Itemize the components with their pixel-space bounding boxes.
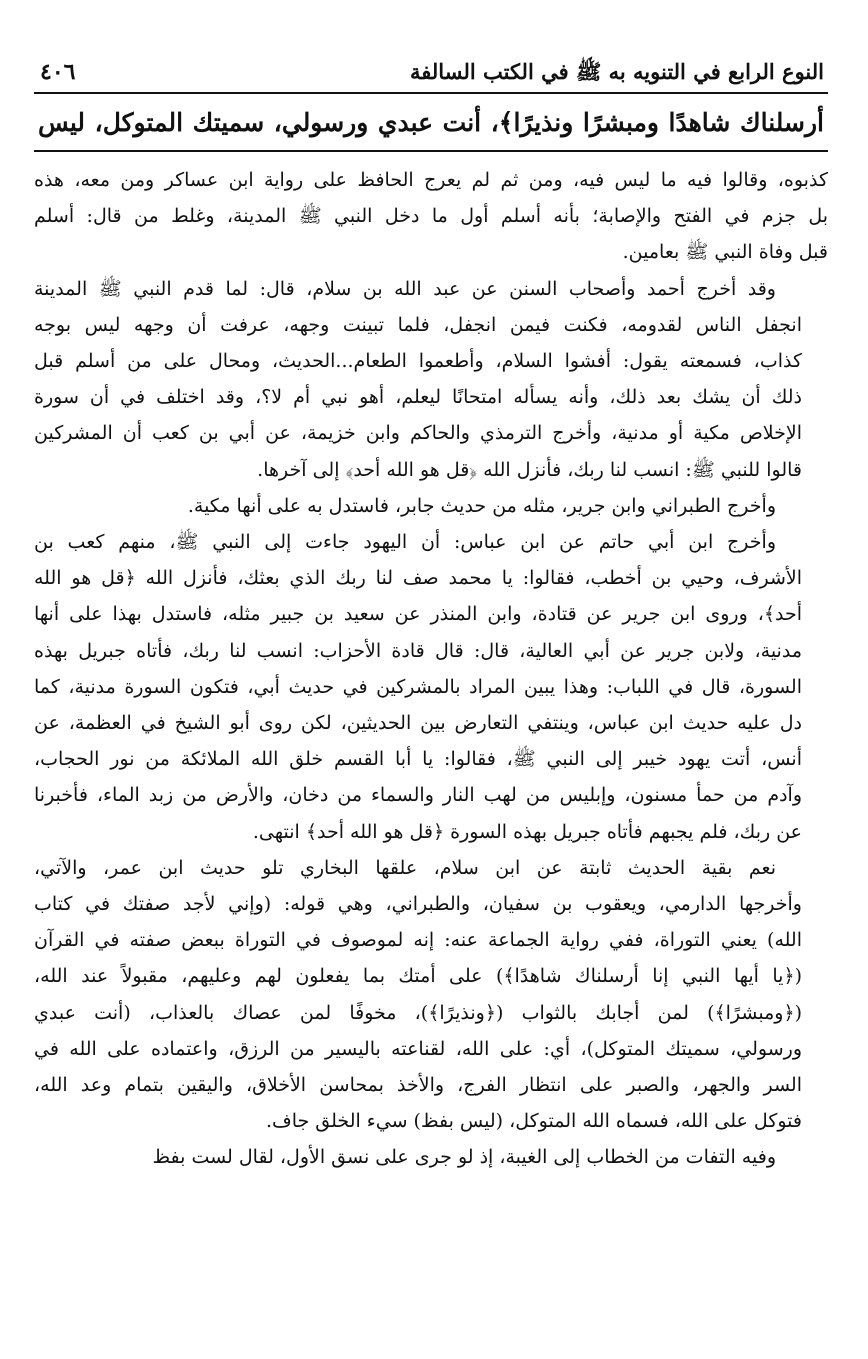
paragraph (34, 488, 828, 524)
text-line: (﴿يا أيها النبي إنا أرسلناك شاهدًا﴾) على أمتك بما يفعلون لهم وعليهم، مقبولاً عند الله، (34, 965, 802, 988)
text-line: وأخرج ابن أبي حاتم عن ابن عباس: أن اليهود جاءت إلى النبي ﷺ، منهم كعب بن (34, 531, 776, 554)
text-line: وآدم من حمأ مسنون، وإبليس من لهب النار والسماء من دخان، والأرض من زبد الماء، فأخبرنا (34, 784, 802, 807)
paragraph (34, 271, 828, 488)
page-number: ٤٠٦ (40, 59, 76, 85)
running-title: النوع الرابع في التنويه به ﷺ في الكتب السالفة (410, 59, 824, 84)
text-line: عن ربك، فلم يجبهم فأتاه جبريل بهذه السورة ﴿قل هو الله أحد﴾ انتهى. (252, 820, 802, 843)
text-line: انجفل الناس لقدومه، فكنت فيمن انجفل، فلما تبينت وجهه، عرفت أن وجهه ليس بوجه (34, 313, 802, 336)
text-line: الأشرف، وحيي بن أخطب، فقالوا: يا محمد صف لنا ربك الذي بعثك، فأنزل الله ﴿قل هو الله (34, 567, 802, 590)
text-line: فتوكل على الله، فسماه الله المتوكل، (ليس بفظ) سيء الخلق جاف. (265, 1110, 802, 1133)
text-line: كذبوه، وقالوا فيه ما ليس فيه، ومن ثم لم يعرج الحافظ على رواية ابن عساكر ومن معه، هذه (34, 169, 828, 191)
text-line: وقد أخرج أحمد وأصحاب السنن عن عبد الله بن سلام، قال: لما قدم النبي ﷺ المدينة (34, 277, 776, 300)
paragraph (34, 162, 828, 271)
quoted-text-line (34, 94, 828, 150)
text-line: الله) يعني التوراة، ففي رواية الجماعة عنه: إنه لموصوف في التوراة ببعض صفته في القرآن (34, 929, 802, 952)
text-line: مدنية، ولابن جرير عن أبي العالية، قال: قال قادة الأحزاب: انسب لنا ربك، فأتاه جبريل بهذه (34, 639, 802, 662)
text-line: دل عليه حديث ابن عباس، وينتفي التعارض بين الحديثين، لكن روى أبو الشيخ في العظمة، عن (34, 712, 802, 735)
paragraph (34, 1139, 828, 1175)
text-line: وأخرجها الدارمي، ويعقوب بن سفيان، والطبراني، وهي قوله: (وإني لأجد صفتك في كتاب (34, 893, 802, 916)
text-line: السورة، قال في اللباب: وهذا يبين المراد بالمشركين في حديث أبي، فتكون السورة مدنية، كما (34, 675, 802, 698)
paragraph (34, 850, 828, 1140)
text-line: نعم بقية الحديث ثابتة عن ابن سلام، علقها البخاري تلو حديث ابن عمر، والآتي، (34, 856, 776, 879)
text-line: وفيه التفات من الخطاب إلى الغيبة، إذ لو جرى على نسق الأول، لقال لست بفظ (152, 1146, 776, 1169)
running-header (34, 58, 828, 92)
text-line: قبل وفاة النبي ﷺ بعامين. (622, 241, 828, 264)
text-line: الإخلاص مكية أو مدنية، وأخرج الترمذي والحاكم وابن خزيمة، عن أبي بن كعب أن المشركين (34, 422, 802, 445)
text-line: أحد﴾، وروى ابن جرير عن قتادة، وابن المنذر عن سعيد بن جبير مثله، فاستدل بهذا على أنها (34, 603, 802, 626)
paragraph (34, 524, 828, 850)
text-line: بل جزم في الفتح والإصابة؛ بأنه أسلم أول ما دخل النبي ﷺ المدينة، وغلط من قال: أسلم (34, 205, 828, 228)
body-text (34, 152, 828, 1176)
quoted-text: أرسلناك شاهدًا ومبشرًا ونذيرًا﴾، أنت عبدي ورسولي، سميتك المتوكل، ليس (38, 108, 824, 137)
text-line: وأخرج الطبراني وابن جرير، مثله من حديث جابر، فاستدل به على أنها مكية. (187, 494, 776, 517)
text-line: قالوا للنبي ﷺ: انسب لنا ربك، فأنزل الله ﴿قل هو الله أحد﴾ إلى آخرها. (257, 458, 802, 481)
text-line: ذلك أن يشك بعد ذلك، وأنه يسأله امتحانًا ليعلم، أهو نبي أم لا؟، وقد اختلف في أن سورة (34, 386, 802, 409)
text-line: أنس، أتت يهود خيبر إلى النبي ﷺ، فقالوا: يا أبا القسم خلق الله الملائكة من نور الحجاب، (34, 748, 802, 771)
text-line: ورسولي، سميتك المتوكل)، أي: على الله، لقناعته باليسير من الرزق، واعتماده على الله في (34, 1037, 802, 1060)
text-line: كذاب، فسمعته يقول: أفشوا السلام، وأطعموا الطعام...الحديث، ومحال على من أسلم قبل (34, 350, 802, 373)
text-line: (﴿ومبشرًا﴾) لمن أجابك بالثواب (﴿ونذيرًا﴾)، مخوفًا لمن عصاك بالعذاب، (أنت عبدي (34, 1001, 802, 1024)
text-line: السر والجهر، والصبر على انتظار الفرج، والأخذ بمحاسن الأخلاق، واليقين بتمام وعد الله، (34, 1074, 802, 1097)
